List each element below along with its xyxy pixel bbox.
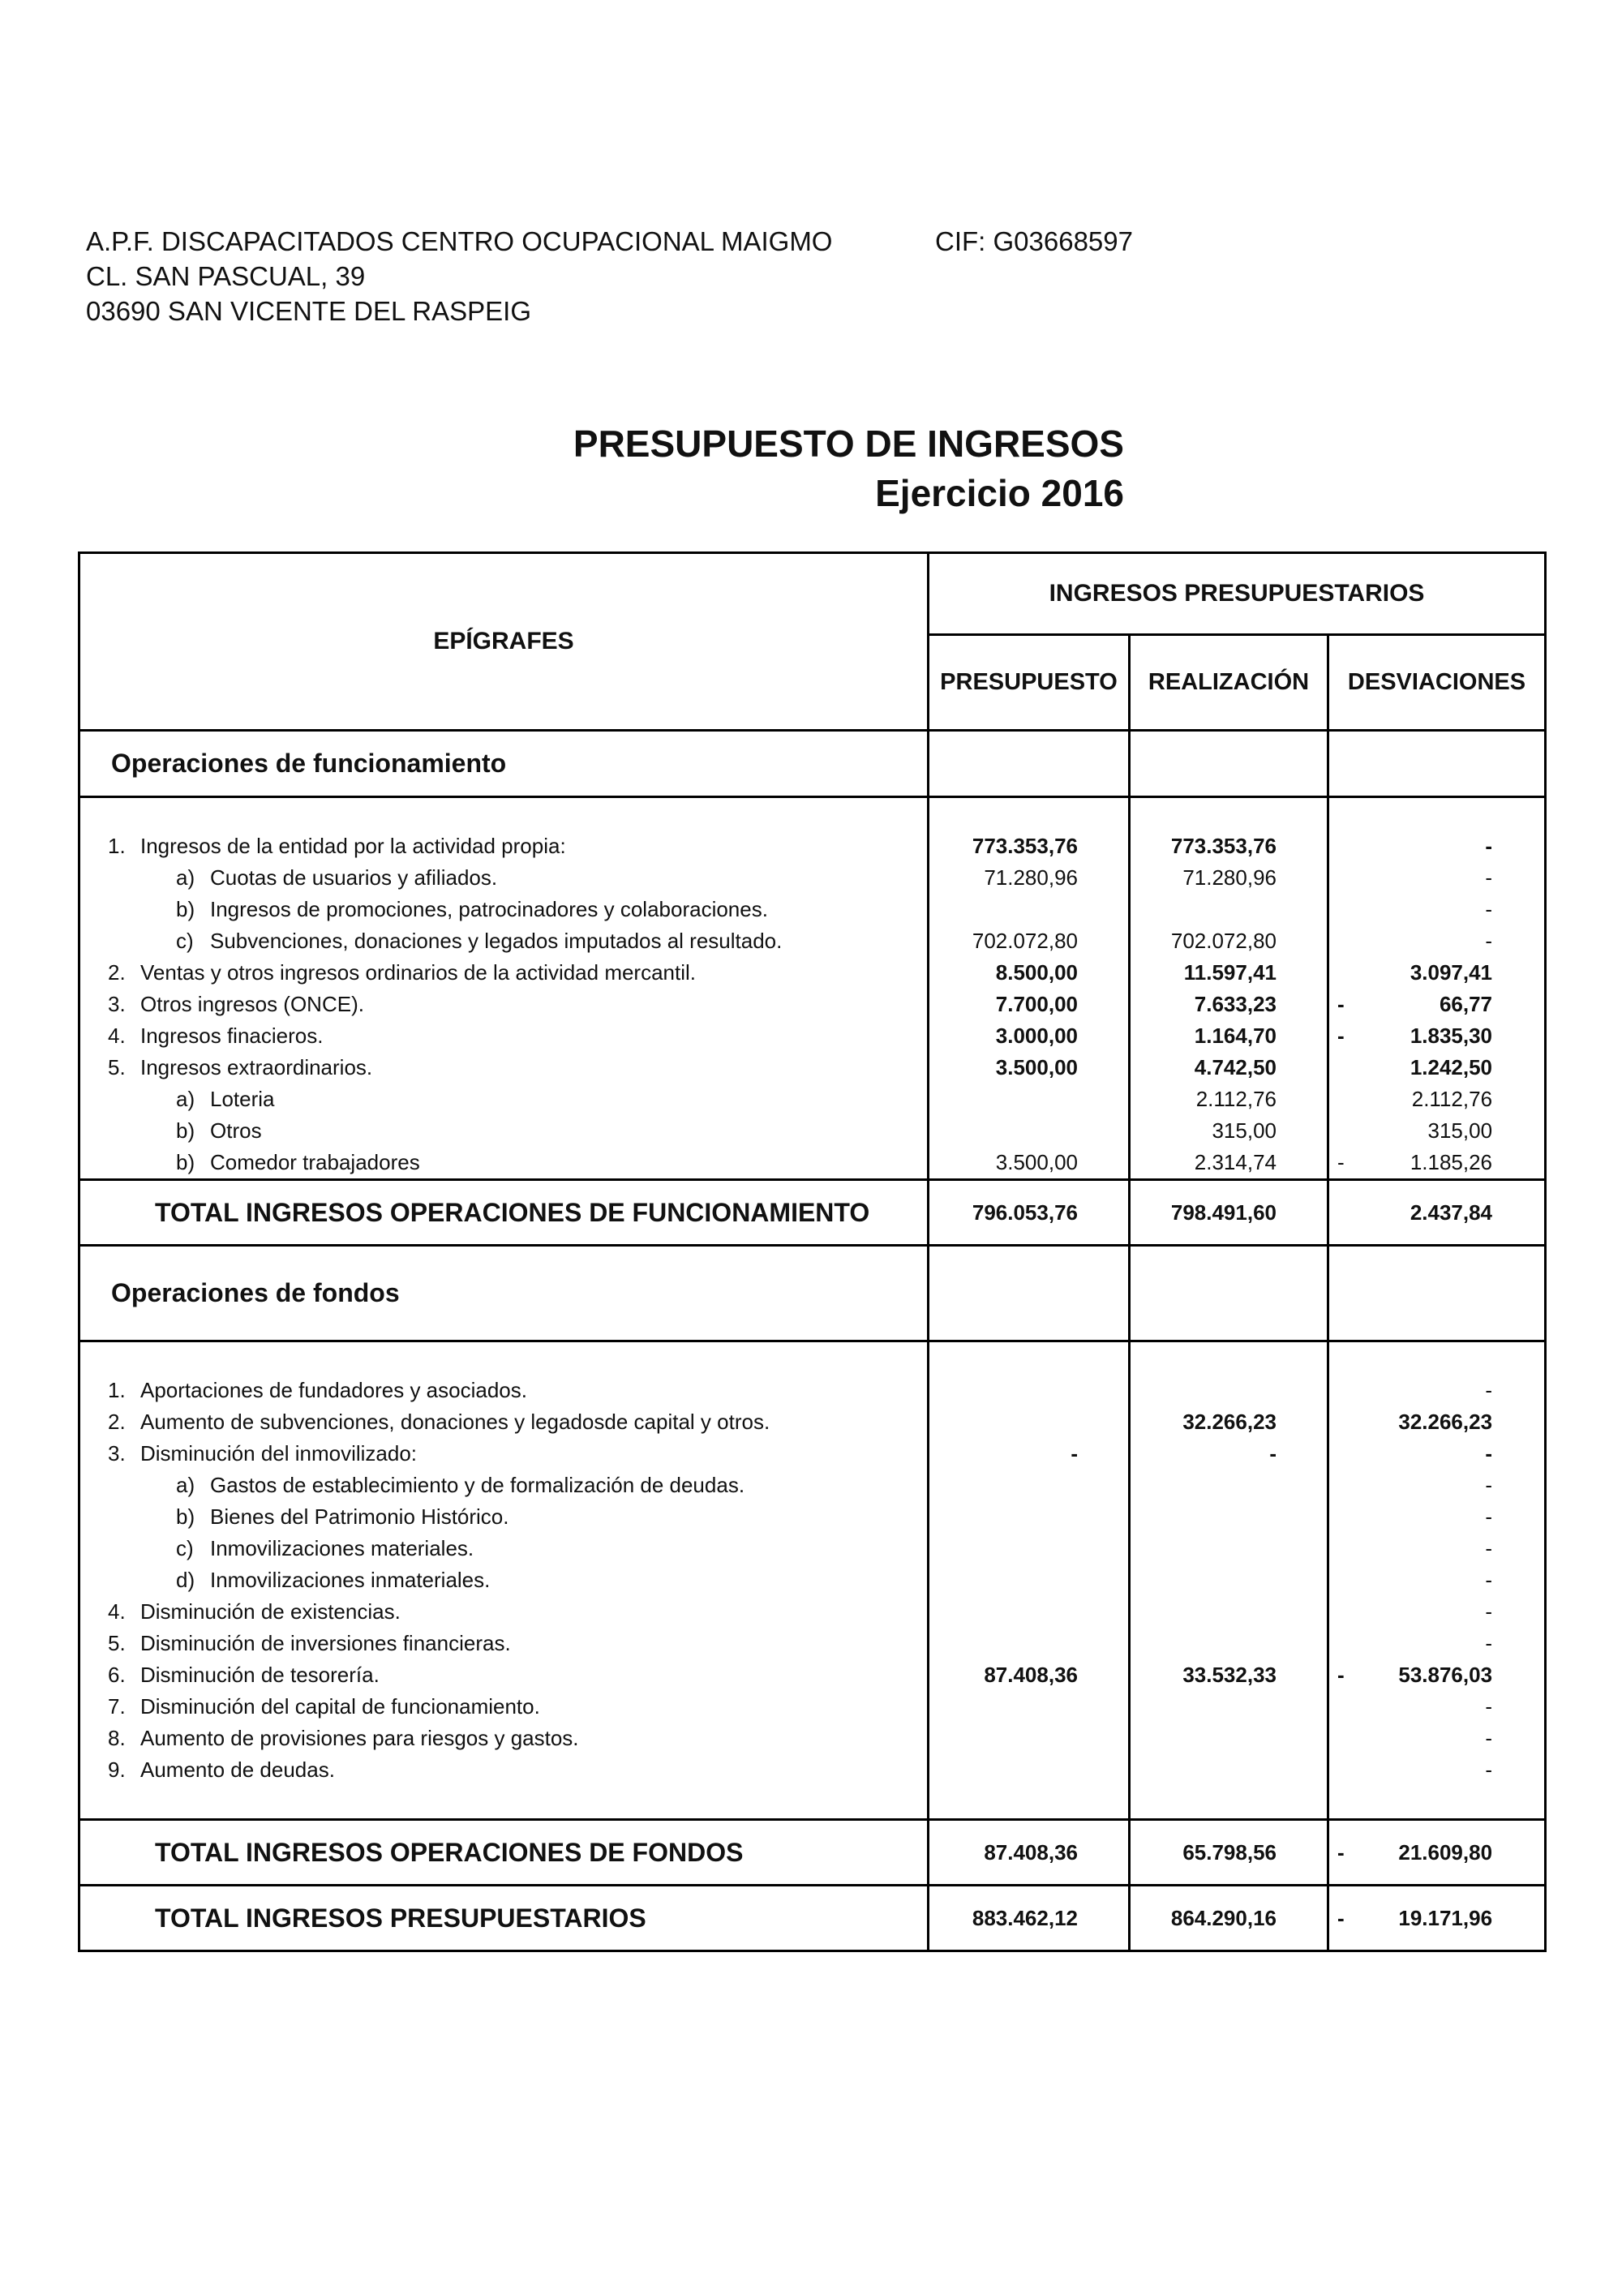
total-realizacion: 65.798,56 bbox=[1130, 1820, 1328, 1886]
cif: CIF: G03668597 bbox=[935, 226, 1133, 256]
spacer-cell bbox=[1328, 1786, 1546, 1820]
total-funcionamiento-row bbox=[79, 1180, 1546, 1246]
total-label: TOTAL INGRESOS PRESUPUESTARIOS bbox=[79, 1886, 929, 1951]
item-label: Aportaciones de fundadores y asociados. bbox=[140, 1378, 527, 1402]
item-number: 2. bbox=[108, 1410, 126, 1434]
presupuesto-value bbox=[929, 1691, 1130, 1723]
desviacion-cell bbox=[1328, 1564, 1546, 1596]
item-label: Disminución de existencias. bbox=[140, 1599, 401, 1624]
presupuesto-value: - bbox=[929, 1438, 1130, 1470]
item-label: Disminución de inversiones financieras. bbox=[140, 1631, 511, 1655]
presupuesto-value bbox=[929, 1115, 1130, 1147]
total-desviacion: 2.437,84 bbox=[1410, 1199, 1493, 1225]
item-label: Ingresos de la entidad por la actividad propia: bbox=[140, 834, 566, 858]
realizacion-value bbox=[1130, 894, 1328, 925]
sub-item-letter: c) bbox=[176, 929, 194, 953]
desviacion-cell bbox=[1328, 1406, 1546, 1438]
spacer-cell bbox=[79, 1786, 929, 1820]
desviacion-cell bbox=[1328, 1628, 1546, 1659]
desviacion-value: - bbox=[1485, 834, 1493, 858]
desviacion-value: 53.876,03 bbox=[1398, 1663, 1493, 1687]
table-row bbox=[79, 1470, 1546, 1501]
table-row bbox=[79, 1564, 1546, 1596]
table-row bbox=[79, 1723, 1546, 1754]
row-label-cell bbox=[79, 1406, 929, 1438]
desviacion-cell bbox=[1328, 1470, 1546, 1501]
spacer-row bbox=[79, 1341, 1546, 1375]
sub-item-letter: a) bbox=[176, 865, 195, 890]
realizacion-value: 702.072,80 bbox=[1130, 925, 1328, 957]
presupuesto-value bbox=[929, 1596, 1130, 1628]
desviacion-value: - bbox=[1485, 1378, 1493, 1402]
total-desviacion-cell bbox=[1328, 1820, 1546, 1886]
row-label-cell bbox=[79, 1052, 929, 1084]
section-heading-empty-cell bbox=[1328, 1246, 1546, 1341]
desviacion-cell bbox=[1328, 830, 1546, 862]
desviacion-cell bbox=[1328, 1596, 1546, 1628]
desviacion-value: - bbox=[1485, 897, 1493, 921]
presupuesto-value bbox=[929, 1723, 1130, 1754]
sub-item bbox=[105, 1147, 420, 1178]
presupuesto-value: 7.700,00 bbox=[929, 989, 1130, 1020]
presupuesto-value bbox=[929, 1501, 1130, 1533]
table-row bbox=[79, 1659, 1546, 1691]
desviacion-value: - bbox=[1485, 1536, 1493, 1560]
org-name: A.P.F. DISCAPACITADOS CENTRO OCUPACIONAL MAIGMO bbox=[86, 226, 833, 256]
item-label: Disminución de tesorería. bbox=[140, 1663, 380, 1687]
table-row bbox=[79, 1754, 1546, 1786]
item-label: Aumento de deudas. bbox=[140, 1757, 335, 1782]
document-title: PRESUPUESTO DE INGRESOS bbox=[573, 423, 1124, 465]
income-budget-table bbox=[78, 551, 1547, 1952]
presupuesto-value bbox=[929, 1628, 1130, 1659]
total-desviacion-cell bbox=[1328, 1180, 1546, 1246]
realizacion-value: - bbox=[1130, 1438, 1328, 1470]
section-heading: Operaciones de funcionamiento bbox=[79, 731, 929, 797]
desviacion-value: - bbox=[1485, 1599, 1493, 1624]
item-number: 2. bbox=[108, 960, 126, 985]
desviacion-value: 315,00 bbox=[1427, 1118, 1493, 1143]
sub-item bbox=[105, 1084, 275, 1115]
item-number: 3. bbox=[108, 1441, 126, 1466]
total-desviacion: 19.171,96 bbox=[1398, 1905, 1493, 1930]
row-label-cell bbox=[79, 1438, 929, 1470]
desviacion-cell bbox=[1328, 1723, 1546, 1754]
negative-sign: - bbox=[1337, 992, 1345, 1016]
row-label-cell bbox=[79, 1375, 929, 1406]
sub-item bbox=[105, 1564, 490, 1596]
desviacion-value: 1.185,26 bbox=[1410, 1150, 1493, 1174]
desviacion-value: - bbox=[1485, 1568, 1493, 1592]
spacer-cell bbox=[929, 1341, 1130, 1375]
row-label-cell bbox=[79, 830, 929, 862]
sub-item-label: Comedor trabajadores bbox=[210, 1150, 420, 1174]
realizacion-value bbox=[1130, 1501, 1328, 1533]
desviacion-cell bbox=[1328, 1115, 1546, 1147]
spacer-cell bbox=[1328, 1341, 1546, 1375]
row-label-cell bbox=[79, 1533, 929, 1564]
section-heading-empty-cell bbox=[1130, 731, 1328, 797]
presupuesto-value: 71.280,96 bbox=[929, 862, 1130, 894]
item-label: Ingresos finacieros. bbox=[140, 1024, 324, 1048]
desviacion-cell bbox=[1328, 1754, 1546, 1786]
item-label: Ingresos extraordinarios. bbox=[140, 1055, 373, 1079]
row-label-cell bbox=[79, 1501, 929, 1533]
row-label-cell bbox=[79, 1470, 929, 1501]
desviacion-cell bbox=[1328, 1501, 1546, 1533]
negative-sign: - bbox=[1337, 1024, 1345, 1048]
total-desviacion: 21.609,80 bbox=[1398, 1839, 1493, 1865]
total-presupuesto: 883.462,12 bbox=[929, 1886, 1130, 1951]
spacer-cell bbox=[79, 797, 929, 831]
sub-item-letter: b) bbox=[176, 1118, 195, 1143]
col-header-presupuesto: PRESUPUESTO bbox=[929, 635, 1130, 731]
total-realizacion: 864.290,16 bbox=[1130, 1886, 1328, 1951]
section-heading-empty-cell bbox=[929, 1246, 1130, 1341]
table-row bbox=[79, 1628, 1546, 1659]
item-label: Aumento de provisiones para riesgos y gastos. bbox=[140, 1726, 579, 1750]
row-label-cell bbox=[79, 925, 929, 957]
realizacion-value: 1.164,70 bbox=[1130, 1020, 1328, 1052]
table-row bbox=[79, 830, 1546, 862]
spacer-cell bbox=[1130, 1341, 1328, 1375]
desviacion-cell bbox=[1328, 862, 1546, 894]
sub-item bbox=[105, 894, 768, 925]
spacer-cell bbox=[929, 797, 1130, 831]
negative-sign: - bbox=[1337, 1150, 1345, 1174]
presupuesto-value bbox=[929, 1564, 1130, 1596]
desviacion-cell bbox=[1328, 957, 1546, 989]
realizacion-value: 33.532,33 bbox=[1130, 1659, 1328, 1691]
section-heading-empty-cell bbox=[1328, 731, 1546, 797]
table-row bbox=[79, 989, 1546, 1020]
col-header-desviaciones: DESVIACIONES bbox=[1328, 635, 1546, 731]
section-heading-empty-cell bbox=[929, 731, 1130, 797]
desviacion-value: - bbox=[1485, 1757, 1493, 1782]
realizacion-value: 4.742,50 bbox=[1130, 1052, 1328, 1084]
sub-item-label: Loteria bbox=[210, 1087, 275, 1111]
table-row bbox=[79, 1438, 1546, 1470]
row-label-cell bbox=[79, 1754, 929, 1786]
table-row bbox=[79, 1020, 1546, 1052]
desviacion-value: - bbox=[1485, 929, 1493, 953]
table-row bbox=[79, 957, 1546, 989]
table-row bbox=[79, 1147, 1546, 1180]
sub-item-label: Cuotas de usuarios y afiliados. bbox=[210, 865, 498, 890]
col-header-realizacion: REALIZACIÓN bbox=[1130, 635, 1328, 731]
desviacion-cell bbox=[1328, 1691, 1546, 1723]
realizacion-value: 2.112,76 bbox=[1130, 1084, 1328, 1115]
table-row bbox=[79, 1052, 1546, 1084]
table-row bbox=[79, 1115, 1546, 1147]
sub-item bbox=[105, 1115, 262, 1147]
table-row bbox=[79, 862, 1546, 894]
desviacion-cell bbox=[1328, 1147, 1546, 1180]
presupuesto-value bbox=[929, 1470, 1130, 1501]
table-row bbox=[79, 1406, 1546, 1438]
sub-item-letter: b) bbox=[176, 1504, 195, 1529]
desviacion-value: - bbox=[1485, 1631, 1493, 1655]
desviacion-cell bbox=[1328, 1375, 1546, 1406]
realizacion-value bbox=[1130, 1596, 1328, 1628]
row-label-cell bbox=[79, 1596, 929, 1628]
row-label-cell bbox=[79, 1020, 929, 1052]
row-label-cell bbox=[79, 989, 929, 1020]
desviacion-value: 32.266,23 bbox=[1398, 1410, 1493, 1434]
spacer-row bbox=[79, 797, 1546, 831]
item-number: 6. bbox=[108, 1663, 126, 1687]
item-number: 4. bbox=[108, 1024, 126, 1048]
table-row bbox=[79, 925, 1546, 957]
presupuesto-value: 3.500,00 bbox=[929, 1147, 1130, 1180]
table-row bbox=[79, 1084, 1546, 1115]
presupuesto-value: 3.000,00 bbox=[929, 1020, 1130, 1052]
sub-item-label: Bienes del Patrimonio Histórico. bbox=[210, 1504, 509, 1529]
desviacion-value: 2.112,76 bbox=[1411, 1087, 1493, 1111]
item-number: 5. bbox=[108, 1631, 126, 1655]
sub-item-letter: b) bbox=[176, 1150, 195, 1174]
item-number: 3. bbox=[108, 992, 126, 1016]
col-header-group: INGRESOS PRESUPUESTARIOS bbox=[929, 553, 1546, 635]
realizacion-value bbox=[1130, 1564, 1328, 1596]
address-line-1: CL. SAN PASCUAL, 39 bbox=[86, 261, 366, 291]
table-row bbox=[79, 1596, 1546, 1628]
sub-item-label: Subvenciones, donaciones y legados imputados al resultado. bbox=[210, 929, 783, 953]
sub-item-label: Inmovilizaciones inmateriales. bbox=[210, 1568, 491, 1592]
item-label: Aumento de subvenciones, donaciones y legadosde capital y otros. bbox=[140, 1410, 770, 1434]
desviacion-cell bbox=[1328, 1020, 1546, 1052]
sub-item-letter: d) bbox=[176, 1568, 195, 1592]
presupuesto-value: 87.408,36 bbox=[929, 1659, 1130, 1691]
desviacion-value: - bbox=[1485, 1694, 1493, 1719]
table-row bbox=[79, 1501, 1546, 1533]
desviacion-value: 1.835,30 bbox=[1410, 1024, 1493, 1048]
desviacion-cell bbox=[1328, 925, 1546, 957]
table-row bbox=[79, 894, 1546, 925]
desviacion-value: 3.097,41 bbox=[1410, 960, 1493, 985]
sub-item-label: Otros bbox=[210, 1118, 262, 1143]
spacer-cell bbox=[929, 1786, 1130, 1820]
desviacion-value: - bbox=[1485, 1441, 1493, 1466]
desviacion-cell bbox=[1328, 989, 1546, 1020]
spacer-cell bbox=[1328, 797, 1546, 831]
total-presupuesto: 87.408,36 bbox=[929, 1820, 1130, 1886]
sub-item-letter: b) bbox=[176, 897, 195, 921]
table-row bbox=[79, 1691, 1546, 1723]
desviacion-cell bbox=[1328, 1659, 1546, 1691]
realizacion-value bbox=[1130, 1691, 1328, 1723]
row-label-cell bbox=[79, 1723, 929, 1754]
item-number: 5. bbox=[108, 1055, 126, 1079]
realizacion-value bbox=[1130, 1375, 1328, 1406]
section-heading: Operaciones de fondos bbox=[79, 1246, 929, 1341]
spacer-cell bbox=[1130, 797, 1328, 831]
realizacion-value bbox=[1130, 1723, 1328, 1754]
desviacion-value: - bbox=[1485, 1473, 1493, 1497]
desviacion-value: - bbox=[1485, 865, 1493, 890]
row-label-cell bbox=[79, 894, 929, 925]
desviacion-cell bbox=[1328, 1084, 1546, 1115]
desviacion-cell bbox=[1328, 1052, 1546, 1084]
section-heading-row bbox=[79, 1246, 1546, 1341]
sub-item-label: Gastos de establecimiento y de formalización de deudas. bbox=[210, 1473, 745, 1497]
sub-item bbox=[105, 1501, 509, 1533]
total-fondos-row bbox=[79, 1820, 1546, 1886]
sub-item-letter: a) bbox=[176, 1087, 195, 1111]
total-realizacion: 798.491,60 bbox=[1130, 1180, 1328, 1246]
desviacion-cell bbox=[1328, 1438, 1546, 1470]
negative-sign: - bbox=[1337, 1905, 1345, 1930]
total-label: TOTAL INGRESOS OPERACIONES DE FONDOS bbox=[79, 1820, 929, 1886]
item-number: 8. bbox=[108, 1726, 126, 1750]
desviacion-value: 66,77 bbox=[1439, 992, 1493, 1016]
item-number: 1. bbox=[108, 834, 126, 858]
realizacion-value: 7.633,23 bbox=[1130, 989, 1328, 1020]
sub-item-letter: a) bbox=[176, 1473, 195, 1497]
section-heading-empty-cell bbox=[1130, 1246, 1328, 1341]
sub-item bbox=[105, 925, 782, 957]
presupuesto-value bbox=[929, 1084, 1130, 1115]
table-row bbox=[79, 1375, 1546, 1406]
row-label-cell bbox=[79, 1628, 929, 1659]
sub-item bbox=[105, 1533, 474, 1564]
negative-sign: - bbox=[1337, 1663, 1345, 1687]
realizacion-value: 32.266,23 bbox=[1130, 1406, 1328, 1438]
realizacion-value: 315,00 bbox=[1130, 1115, 1328, 1147]
sub-item-label: Inmovilizaciones materiales. bbox=[210, 1536, 474, 1560]
col-header-epigrafes: EPÍGRAFES bbox=[79, 553, 929, 731]
presupuesto-value: 8.500,00 bbox=[929, 957, 1130, 989]
presupuesto-value bbox=[929, 894, 1130, 925]
document-header bbox=[86, 224, 1133, 328]
item-number: 7. bbox=[108, 1694, 126, 1719]
item-number: 9. bbox=[108, 1757, 126, 1782]
presupuesto-value bbox=[929, 1754, 1130, 1786]
desviacion-value: - bbox=[1485, 1726, 1493, 1750]
realizacion-value bbox=[1130, 1628, 1328, 1659]
presupuesto-value bbox=[929, 1533, 1130, 1564]
item-number: 4. bbox=[108, 1599, 126, 1624]
section-heading-row bbox=[79, 731, 1546, 797]
negative-sign: - bbox=[1337, 1839, 1345, 1865]
realizacion-value bbox=[1130, 1754, 1328, 1786]
row-label-cell bbox=[79, 1659, 929, 1691]
sub-item-label: Ingresos de promociones, patrocinadores y colaboraciones. bbox=[210, 897, 768, 921]
total-label: TOTAL INGRESOS OPERACIONES DE FUNCIONAMIENTO bbox=[79, 1180, 929, 1246]
sub-item bbox=[105, 862, 497, 894]
presupuesto-value: 702.072,80 bbox=[929, 925, 1130, 957]
presupuesto-value bbox=[929, 1375, 1130, 1406]
row-label-cell bbox=[79, 957, 929, 989]
item-label: Disminución del inmovilizado: bbox=[140, 1441, 418, 1466]
table-row bbox=[79, 1533, 1546, 1564]
item-label: Otros ingresos (ONCE). bbox=[140, 992, 364, 1016]
desviacion-cell bbox=[1328, 894, 1546, 925]
realizacion-value: 11.597,41 bbox=[1130, 957, 1328, 989]
realizacion-value bbox=[1130, 1533, 1328, 1564]
item-label: Ventas y otros ingresos ordinarios de la actividad mercantil. bbox=[140, 960, 697, 985]
spacer-row bbox=[79, 1786, 1546, 1820]
realizacion-value: 2.314,74 bbox=[1130, 1147, 1328, 1180]
row-label-cell bbox=[79, 1564, 929, 1596]
address-line-2: 03690 SAN VICENTE DEL RASPEIG bbox=[86, 296, 531, 326]
total-desviacion-cell bbox=[1328, 1886, 1546, 1951]
desviacion-value: 1.242,50 bbox=[1410, 1055, 1493, 1079]
presupuesto-value bbox=[929, 1406, 1130, 1438]
presupuesto-value: 773.353,76 bbox=[929, 830, 1130, 862]
realizacion-value: 773.353,76 bbox=[1130, 830, 1328, 862]
sub-item-letter: c) bbox=[176, 1536, 194, 1560]
presupuesto-value: 3.500,00 bbox=[929, 1052, 1130, 1084]
grand-total-row bbox=[79, 1886, 1546, 1951]
sub-item bbox=[105, 1470, 744, 1501]
realizacion-value bbox=[1130, 1470, 1328, 1501]
document-subtitle: Ejercicio 2016 bbox=[875, 472, 1124, 514]
item-label: Disminución del capital de funcionamiento. bbox=[140, 1694, 540, 1719]
row-label-cell bbox=[79, 1147, 929, 1180]
total-presupuesto: 796.053,76 bbox=[929, 1180, 1130, 1246]
desviacion-value: - bbox=[1485, 1504, 1493, 1529]
row-label-cell bbox=[79, 1691, 929, 1723]
row-label-cell bbox=[79, 862, 929, 894]
row-label-cell bbox=[79, 1115, 929, 1147]
row-label-cell bbox=[79, 1084, 929, 1115]
realizacion-value: 71.280,96 bbox=[1130, 862, 1328, 894]
spacer-cell bbox=[79, 1341, 929, 1375]
desviacion-cell bbox=[1328, 1533, 1546, 1564]
spacer-cell bbox=[1130, 1786, 1328, 1820]
item-number: 1. bbox=[108, 1378, 126, 1402]
